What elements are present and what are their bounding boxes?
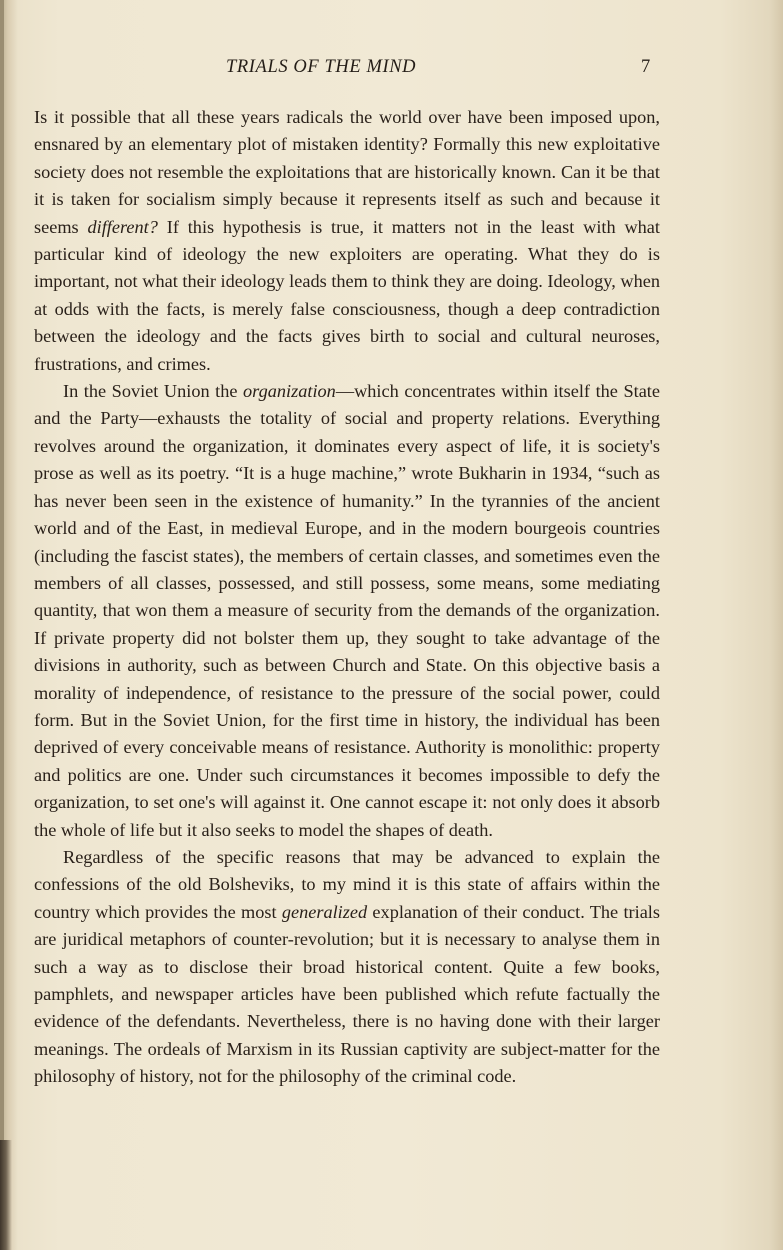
paragraph-1 — [34, 104, 660, 378]
page-number: 7 — [641, 57, 651, 77]
paragraph-3 — [34, 844, 660, 1091]
running-head — [0, 57, 783, 85]
paragraph-1-text-a: Is it possible that all these years radicals the world over have been imposed upon, ensnared by an elementary plot of mistaken identity? Formally this new exploitative society does not resemble the exploitations that are historically known. Can it be that it is taken for socialism simply because it represents itself as such and because it seems — [34, 107, 660, 237]
running-title: TRIALS OF THE MIND — [226, 57, 417, 77]
paragraph-2-text-a: In the Soviet Union the — [63, 381, 244, 402]
paragraph-3-emphasis: generalized — [281, 901, 368, 922]
paragraph-1-emphasis: different? — [87, 216, 158, 237]
page-gutter-shadow — [0, 1140, 12, 1250]
paragraph-2-text-b: —which concentrates within itself the State and the Party—exhausts the totality of social and property relations. Everything revolves around the organization, it dominates every aspect of life, it is society's prose as well as its poetry. “It is a huge machine,” wrote Bukharin in 1934, “such as has never been seen in the existence of humanity.” In the tyrannies of the ancient world and of the East, in medieval Europe, and in the modern bourgeois countries (including the fascist states), the members of certain classes, and sometimes even the members of all classes, possessed, and still possess, some means, some mediating quantity, that won them a measure of security from the demands of the organization. If private property did not bolster them up, they sought to take advantage of the divisions in authority, such as between Church and State. On this objective basis a morality of independence, of resistance to the pressure of the social power, could form. But in the Soviet Union, for the first time in history, the individual has been deprived of every conceivable means of resistance. Authority is monolithic: property and politics are one. Under such circumstances it becomes impossible to defy the organization, to set one's will against it. One cannot escape it: not only does it absorb the whole of life but it also seeks to model the shapes of death. — [34, 381, 660, 840]
paragraph-2-emphasis: organization — [243, 381, 336, 402]
paragraph-3-text-a: Regardless of the specific reasons that may be advanced to explain the confessions of the old Bolsheviks, to my mind it is this state of affairs within the country which provides the most — [34, 846, 660, 922]
paragraph-3-text-b: explanation of their conduct. The trials are juridical metaphors of counter-revolution; but it is necessary to analyse them in such a way as to disclose their broad historical content. Quite a few books, pamphlets, and newspaper articles have been published which refute factually the evidence of the defendants. Nevertheless, there is no having done with their larger meanings. The ordeals of Marxism in its Russian captivity are subject-matter for the philosophy of history, not for the philosophy of the criminal code. — [34, 901, 660, 1087]
page-gutter-edge — [0, 0, 4, 1250]
paragraph-1-text-b: If this hypothesis is true, it matters not in the least with what particular kind of ideology the new exploiters are operating. What they do is important, not what their ideology leads them to think they are doing. Ideology, when at odds with the facts, is merely false consciousness, though a deep contradiction between the ideology and the facts gives birth to social and cultural neuroses, frustrations, and crimes. — [34, 216, 660, 374]
body-text — [34, 104, 660, 1091]
paragraph-2 — [34, 378, 660, 844]
